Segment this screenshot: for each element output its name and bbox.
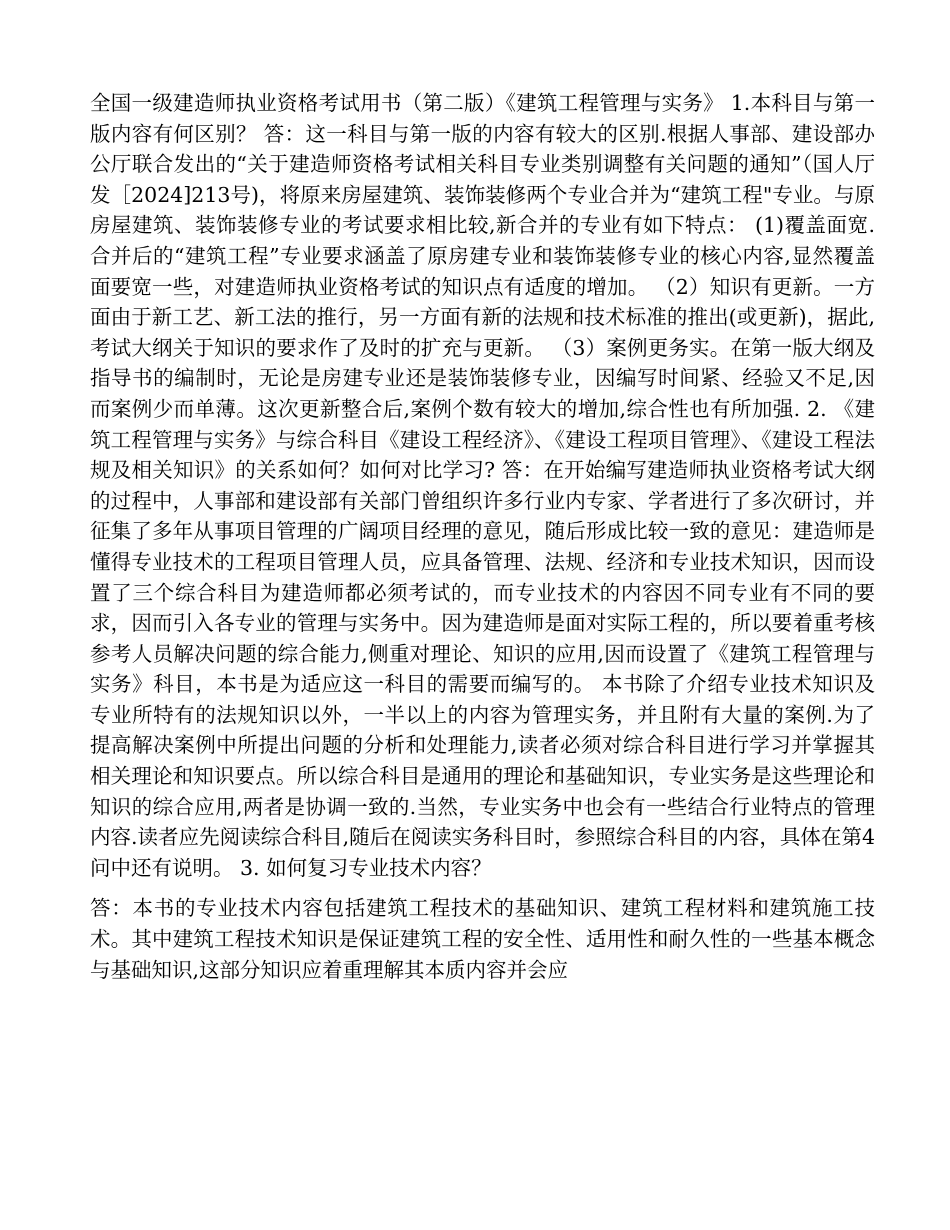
paragraph: 答：本书的专业技术内容包括建筑工程技术的基础知识、建筑工程材料和建筑施工技术。其中建筑工程技术知识是保证建筑工程的安全性、适用性和耐久性的一些基本概念与基础知识,这部分知识应着重理解其本质内容并会应 (90, 896, 875, 982)
paragraph: 全国一级建造师执业资格考试用书（第二版）《建筑工程管理与实务》 1.本科目与第一版内容有何区别？ 答：这一科目与第一版的内容有较大的区别.根据人事部、建设部办公厅联合发出的“关于建造师资格考试相关科目专业类别调整有关问题的通知”（国人厅发［2024]213号)，将原来房屋建筑、装饰装修两个专业合并为“建筑工程"专业。与原房屋建筑、装饰装修专业的考试要求相比较,新合并的专业有如下特点： (1)覆盖面宽.合并后的“建筑工程”专业要求涵盖了原房建专业和装饰装修专业的核心内容,显然覆盖面要宽一些，对建造师执业资格考试的知识点有适度的增加。 （2）知识有更新。一方面由于新工艺、新工法的推行，另一方面有新的法规和技术标准的推出(或更新)，据此,考试大纲关于知识的要求作了及时的扩充与更新。 （3）案例更务实。在第一版大纲及指导书的编制时，无论是房建专业还是装饰装修专业，因编写时间紧、经验又不足,因而案例少而单薄。这次更新整合后,案例个数有较大的增加,综合性也有所加强. 2. 《建筑工程管理与实务》与综合科目《建设工程经济》、《建设工程项目管理》、《建设工程法规及相关知识》的关系如何？如何对比学习? 答：在开始编写建造师执业资格考试大纲的过程中，人事部和建设部有关部门曾组织许多行业内专家、学者进行了多次研讨，并征集了多年从事项目管理的广阔项目经理的意见，随后形成比较一致的意见：建造师是懂得专业技术的工程项目管理人员，应具备管理、法规、经济和专业技术知识，因而设置了三个综合科目为建造师都必须考试的，而专业技术的内容因不同专业有不同的要求，因而引入各专业的管理与实务中。因为建造师是面对实际工程的，所以要着重考核参考人员解决问题的综合能力,侧重对理论、知识的应用,因而设置了《建筑工程管理与实务》科目，本书是为适应这一科目的需要而编写的。 本书除了介绍专业技术知识及专业所特有的法规知识以外，一半以上的内容为管理实务，并且附有大量的案例.为了提高解决案例中所提出问题的分析和处理能力,读者必须对综合科目进行学习并掌握其相关理论和知识要点。所以综合科目是通用的理论和基础知识，专业实务是这些理论和知识的综合应用,两者是协调一致的.当然，专业实务中也会有一些结合行业特点的管理内容.读者应先阅读综合科目,随后在阅读实务科目时，参照综合科目的内容，具体在第4问中还有说明。 3. 如何复习专业技术内容？ (90, 91, 875, 880)
document-page (90, 88, 875, 985)
